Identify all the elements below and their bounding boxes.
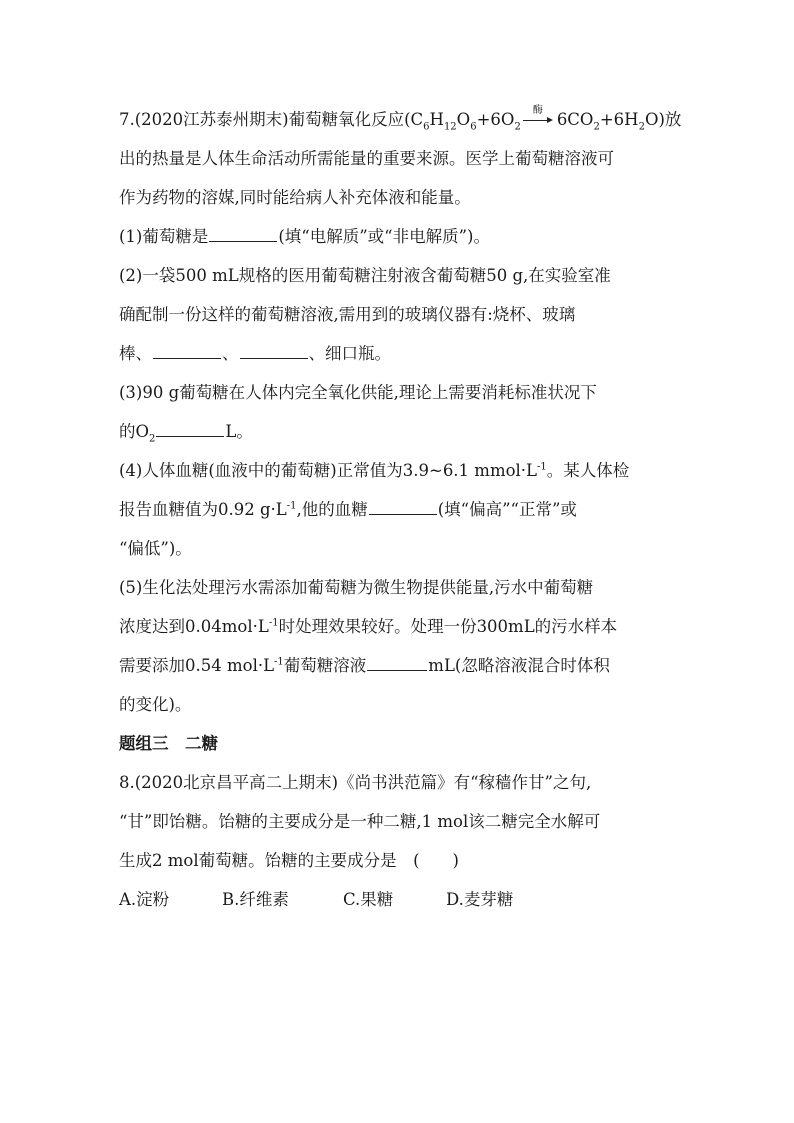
q7-part-1-text: (1)葡萄糖是 <box>119 227 209 246</box>
q7-part-2-line-2: 确配制一份这样的葡萄糖溶液,需用到的玻璃仪器有:烧杯、玻璃 <box>119 305 576 324</box>
q7-part-3-line-1: (3)90 g葡萄糖在人体内完全氧化供能,理论上需要消耗标准状况下 <box>119 383 597 402</box>
q7-line-1: 7.(2020江苏泰州期末)葡萄糖氧化反应($C_6H_{12}O_6+6O_2$ 酶 $6CO_2+6H_2O$)放 <box>119 105 682 133</box>
q7-part-2-text: 、细口瓶。 <box>308 344 391 363</box>
q7-text: +6H <box>599 110 639 129</box>
q7-part-4-line-3: “偏低”)。 <box>119 539 192 558</box>
reaction-condition: 酶 <box>532 105 543 116</box>
answer-blank[interactable] <box>156 435 224 437</box>
q7-text: 6CO <box>556 110 594 129</box>
q7-part-4-text: 。某人体检 <box>546 461 630 480</box>
q7-part-2-text: 棒、 <box>119 344 152 363</box>
subscript: 2 <box>514 121 521 133</box>
q8-line-1: 8.(2020北京昌平高二上期末)《尚书洪范篇》有“稼穑作甘”之句, <box>119 773 592 792</box>
q8-line-2: “甘”即饴糖。饴糖的主要成分是一种二糖,1 mol该二糖完全水解可 <box>119 812 601 831</box>
q7-part-5-text: 时处理效果较好。处理一份300mL的污水样本 <box>278 617 618 636</box>
option-b[interactable]: B.纤维素 <box>222 890 289 909</box>
q7-part-5-line-4: 的变化)。 <box>119 695 192 714</box>
q7-part-3-line-2 <box>119 412 684 451</box>
q7-part-2-line-3 <box>119 334 684 373</box>
q7-part-4-text: 报告血糖值为0.92 g·L <box>119 500 287 519</box>
q7-part-3-text: 的O <box>119 422 150 441</box>
q7-part-2-line-1: (2)一袋500 mL规格的医用葡萄糖注射液含葡萄糖50 g,在实验室准 <box>119 266 611 285</box>
q7-part-4-line-1 <box>119 451 684 490</box>
q7-line-3: 作为药物的溶媒,同时能给病人补充体液和能量。 <box>119 188 471 207</box>
q7-text: O)放 <box>644 110 682 129</box>
q7-part-5-line-2 <box>119 607 684 646</box>
document-body <box>119 100 684 919</box>
answer-blank[interactable] <box>153 357 221 359</box>
q7-part-5-text: 需要添加0.54 mol·L <box>119 656 275 675</box>
q7-part-1 <box>119 217 684 256</box>
q7-text: +6O <box>476 110 515 129</box>
reaction-arrow-icon <box>523 105 553 121</box>
answer-blank[interactable] <box>209 240 277 242</box>
q7-part-4-text: ,他的血糖 <box>296 500 368 519</box>
q7-part-5-line-3 <box>119 646 684 685</box>
q7-part-1-text: (填“电解质”或“非电解质”)。 <box>278 227 490 246</box>
superscript: -1 <box>537 461 547 473</box>
q7-part-5-text: 葡萄糖溶液 <box>283 656 367 675</box>
q7-part-4-text: (填“偏高”“正常”或 <box>437 500 577 519</box>
subscript: 2 <box>593 121 600 133</box>
q7-part-4-line-2 <box>119 490 684 529</box>
subscript: 6 <box>470 121 477 133</box>
superscript: -1 <box>274 656 284 668</box>
q7-part-5-text: 浓度达到0.04mol·L <box>119 617 269 636</box>
q7-line-2: 出的热量是人体生命活动所需能量的重要来源。医学上葡萄糖溶液可 <box>119 149 614 168</box>
superscript: -1 <box>268 617 279 629</box>
q8-options <box>119 880 684 919</box>
option-d[interactable]: D.麦芽糖 <box>446 890 514 909</box>
q7-part-3-text: L。 <box>225 422 253 441</box>
q7-part-2-text: 、 <box>222 344 239 363</box>
q7-part-5-line-1: (5)生化法处理污水需添加葡萄糖为微生物提供能量,污水中葡萄糖 <box>119 578 594 597</box>
answer-blank[interactable] <box>367 669 427 671</box>
q8-line-3: 生成2 mol葡萄糖。饴糖的主要成分是 ( ) <box>119 851 459 870</box>
subscript: 12 <box>443 121 457 133</box>
q7-text: 7.(2020江苏泰州期末)葡萄糖氧化反应(C <box>119 110 424 129</box>
superscript: -1 <box>286 500 297 512</box>
option-a[interactable]: A.淀粉 <box>119 890 170 909</box>
subscript: 2 <box>149 433 156 445</box>
q7-part-4-text: (4)人体血糖(血液中的葡萄糖)正常值为3.9~6.1 mmol·L <box>119 461 538 480</box>
option-c[interactable]: C.果糖 <box>343 890 394 909</box>
subscript: 2 <box>638 121 645 133</box>
answer-blank[interactable] <box>369 513 437 515</box>
subscript: 6 <box>423 121 430 133</box>
q7-part-5-text: mL(忽略溶液混合时体积 <box>428 656 610 675</box>
answer-blank[interactable] <box>240 357 308 359</box>
section-heading: 题组三 二糖 <box>119 734 218 753</box>
